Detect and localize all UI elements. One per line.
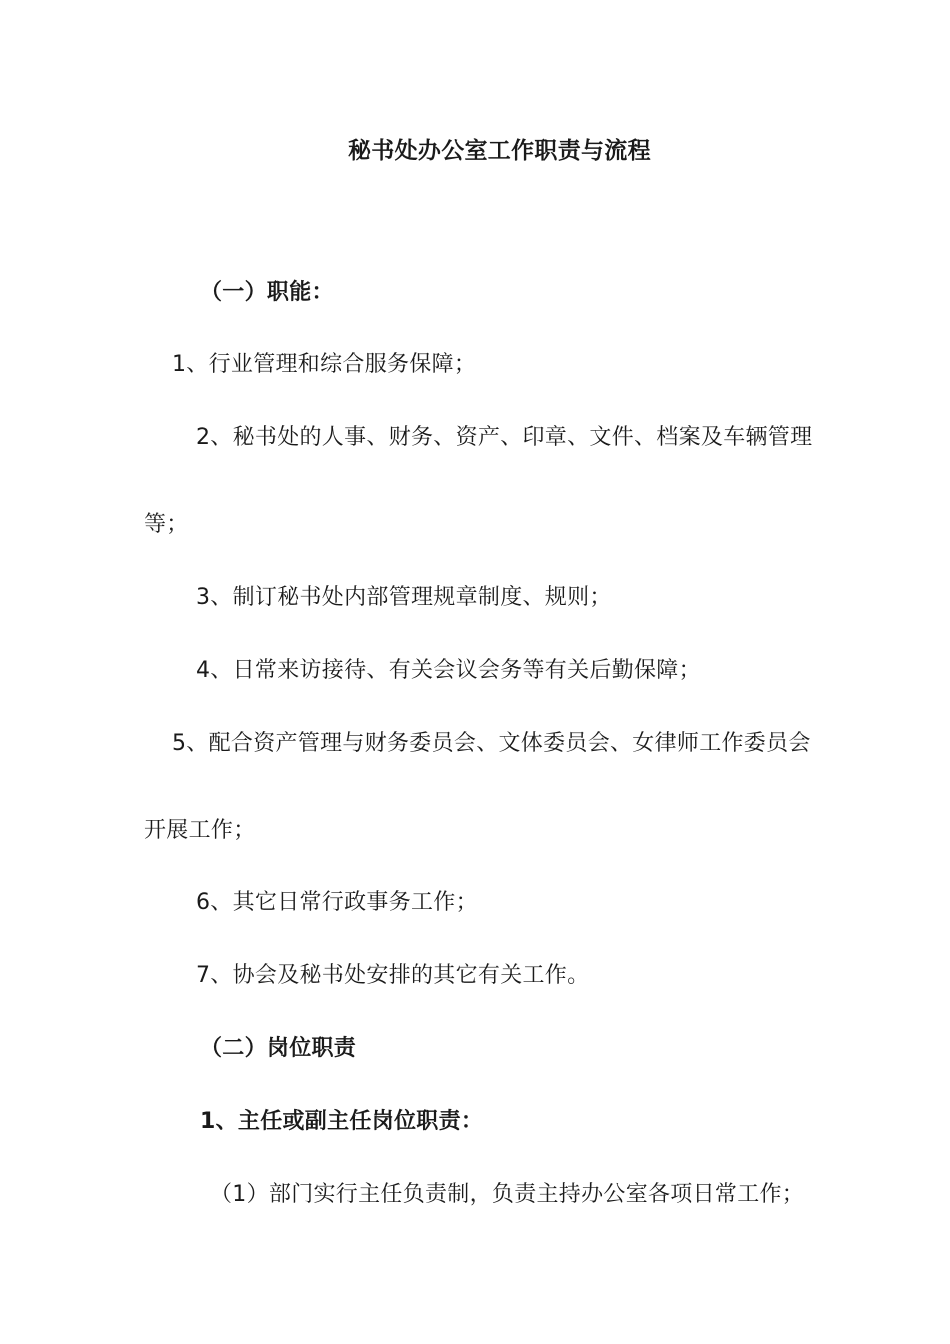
- function-item-4: 4、日常来访接待、有关会议会务等有关后勤保障；: [196, 658, 701, 683]
- function-item-7: 7、协会及秘书处安排的其它有关工作。: [196, 963, 590, 988]
- responsibility-item-1: （1）部门实行主任负责制，负责主持办公室各项日常工作；: [210, 1182, 805, 1207]
- document-title: 秘书处办公室工作职责与流程: [348, 138, 651, 164]
- section-heading-responsibilities: （二）岗位职责: [200, 1036, 357, 1061]
- function-item-2: 2、秘书处的人事、财务、资产、印章、文件、档案及车辆管理: [196, 425, 813, 450]
- subheading-director-responsibilities: 1、主任或副主任岗位职责：: [200, 1109, 484, 1134]
- function-item-6: 6、其它日常行政事务工作；: [196, 890, 478, 915]
- function-item-3: 3、制订秘书处内部管理规章制度、规则；: [196, 585, 612, 610]
- function-item-5-continuation: 开展工作；: [144, 818, 256, 843]
- function-item-5: 5、配合资产管理与财务委员会、文体委员会、女律师工作委员会: [172, 731, 811, 756]
- function-item-1: 1、行业管理和综合服务保障；: [172, 352, 477, 377]
- function-item-2-continuation: 等；: [144, 512, 189, 537]
- section-heading-functions: （一）职能：: [200, 280, 334, 305]
